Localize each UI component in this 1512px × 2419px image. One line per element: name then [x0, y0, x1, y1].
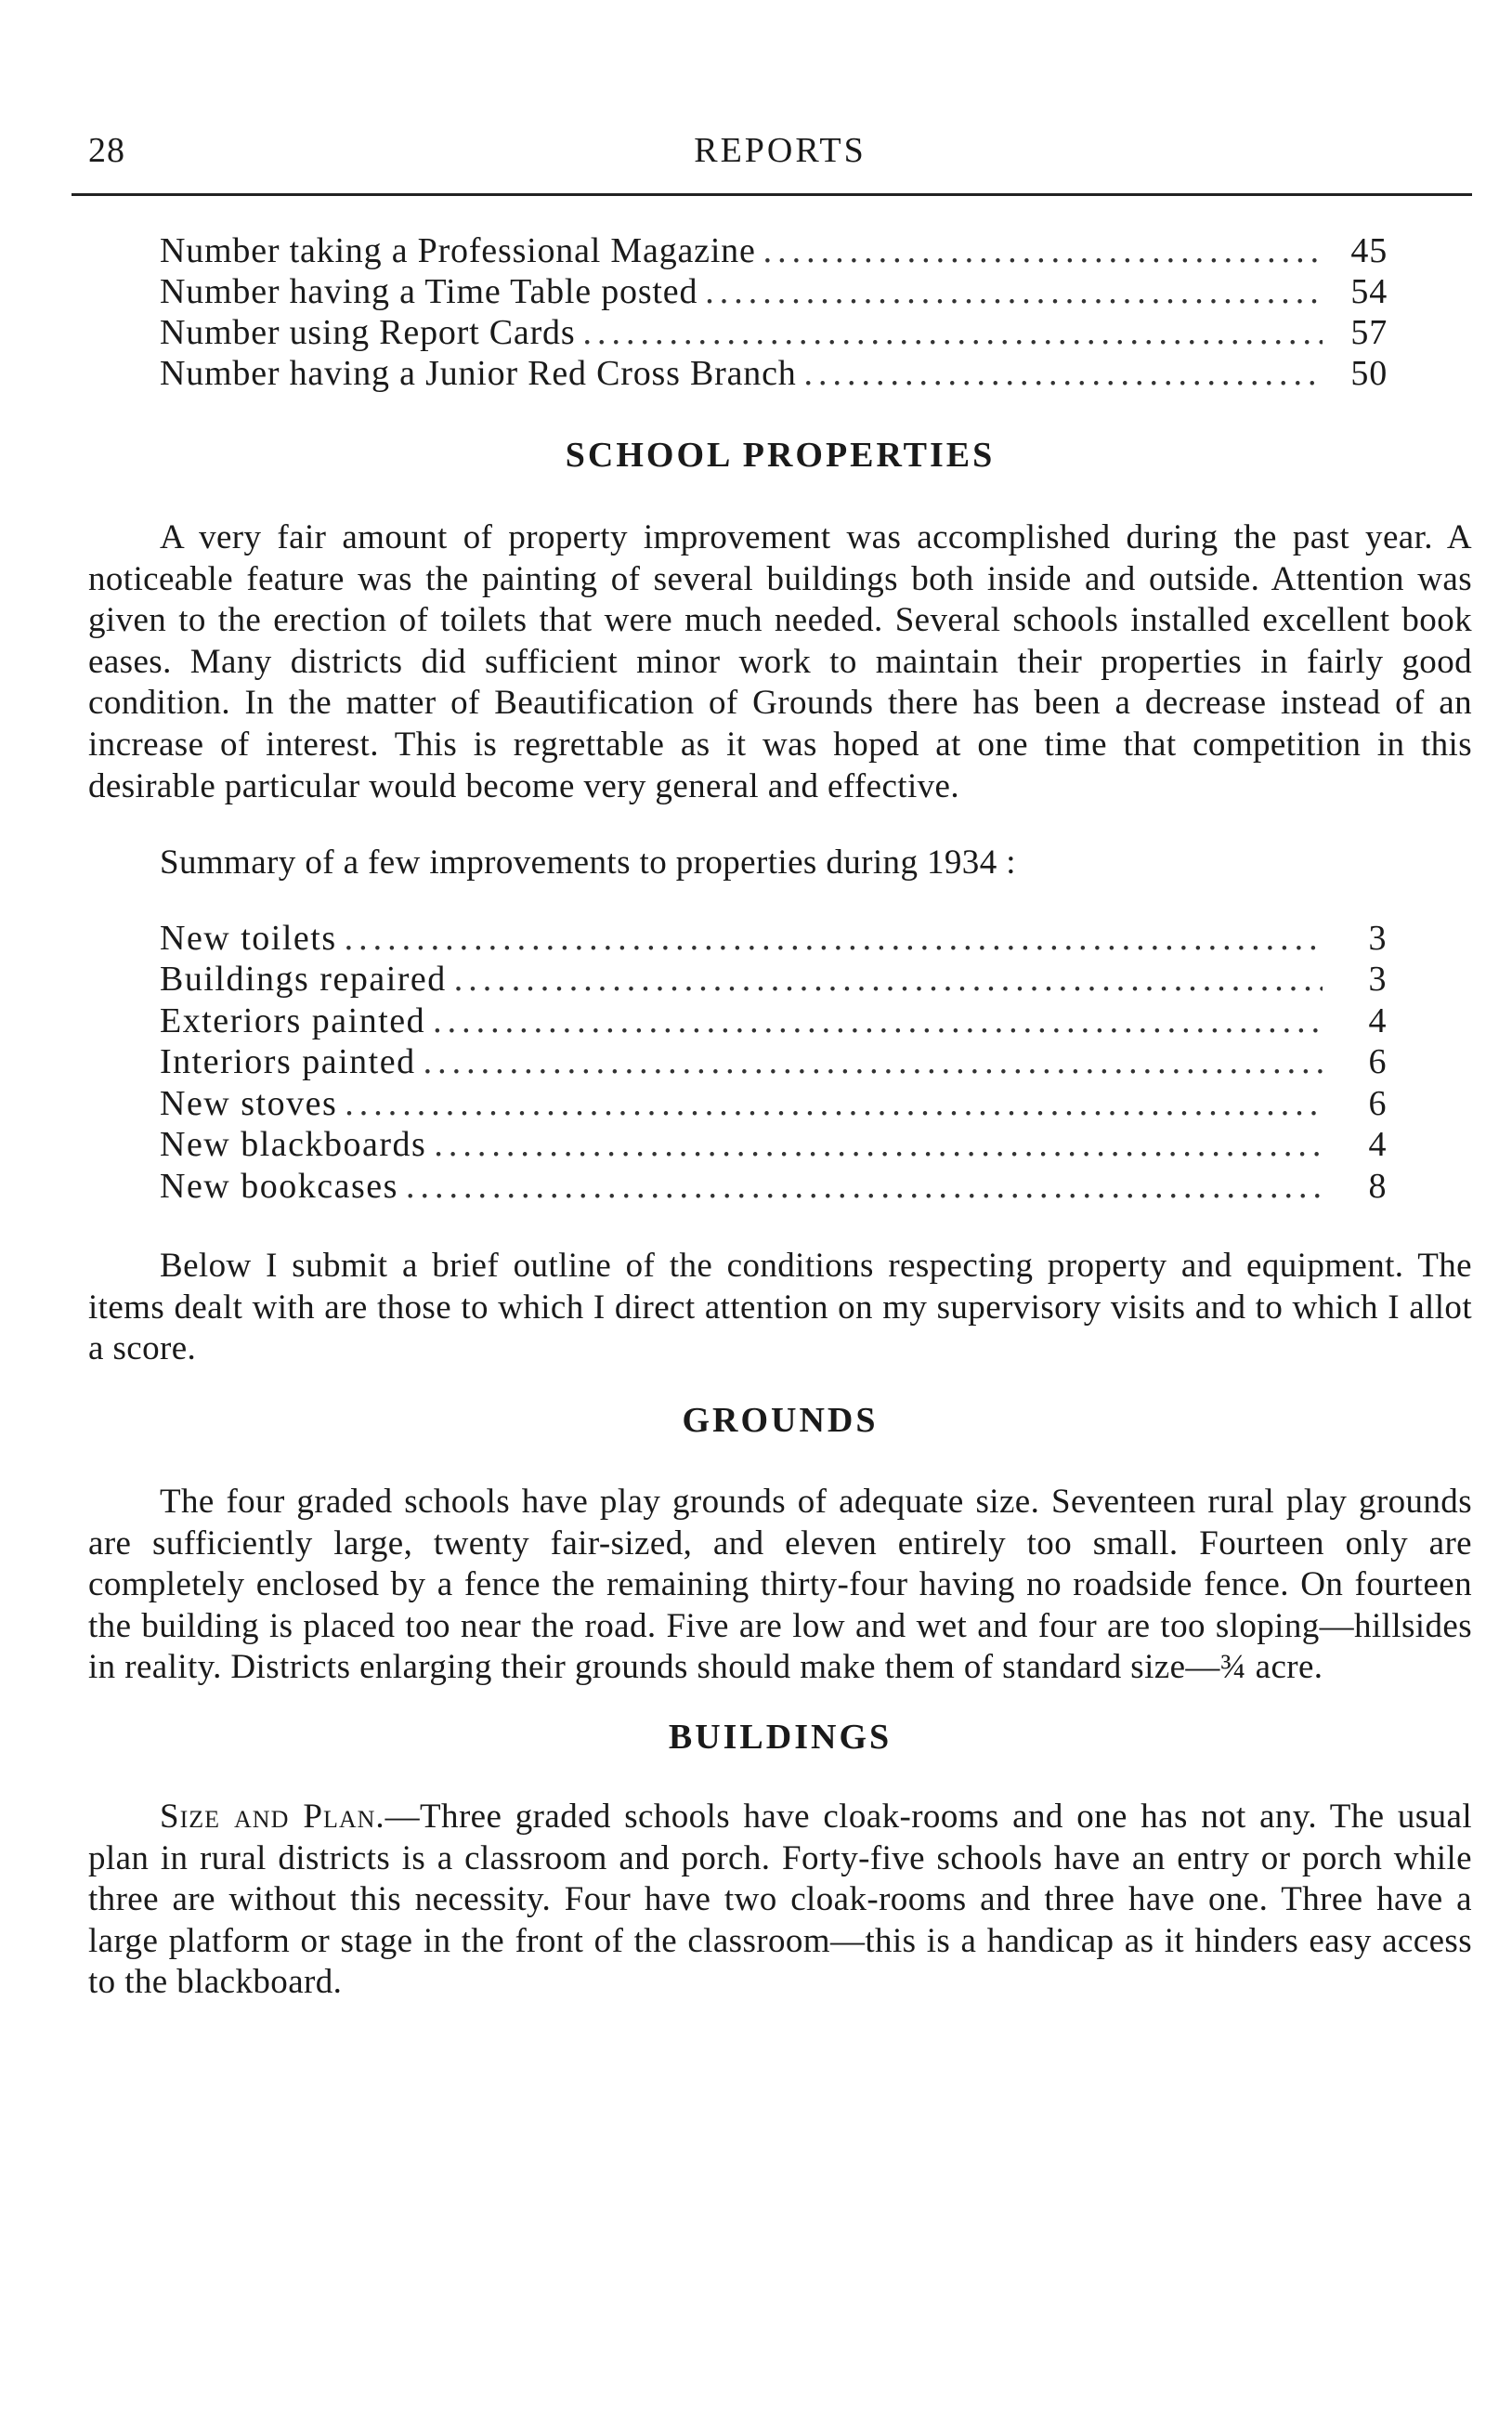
stat-label: Number having a Time Table posted: [160, 272, 698, 311]
statistics-list: [160, 230, 1388, 394]
improvements-list: [160, 918, 1388, 1208]
document-page: [88, 130, 1472, 2004]
improvement-row: [160, 1083, 1388, 1125]
size-and-plan-subheading: Size and Plan.: [160, 1798, 385, 1836]
dot-leader: [454, 959, 1323, 1000]
dot-leader: [424, 1041, 1323, 1083]
improvement-value: 3: [1368, 960, 1388, 1000]
stat-label: Number taking a Professional Magazine: [160, 231, 756, 270]
improvement-row: [160, 959, 1388, 1000]
dot-leader: [582, 312, 1323, 353]
summary-intro: Summary of a few improvements to properties during 1934 :: [160, 843, 1016, 883]
stat-row: [160, 271, 1388, 312]
improvement-value: 4: [1368, 1125, 1388, 1165]
improvement-label: New stoves: [160, 1083, 338, 1123]
improvement-label: Buildings repaired: [160, 960, 447, 1000]
improvement-label: Interiors painted: [160, 1042, 416, 1082]
buildings-body-text: —Three graded schools have cloak-rooms and one has not any. The usual plan in rural districts is a classroom and porch. Forty-five schools have an entry or porch while three are without this necessity. Four have two cloak-rooms and three have one. Three have a large platform or stage in the front of the classroom—this is a handicap as it hinders easy access to the blackboard.: [88, 1798, 1472, 2002]
improvement-label: New bookcases: [160, 1166, 398, 1206]
improvement-value: 4: [1368, 1000, 1388, 1040]
improvement-row: [160, 918, 1388, 960]
stat-label: Number having a Junior Red Cross Branch: [160, 354, 797, 393]
outline-paragraph: Below I submit a brief outline of the conditions respecting property and equipment. The items dealt with are those to which I direct attention on my supervisory visits and to which I allot a score.: [88, 1247, 1472, 1368]
header-rule: [72, 193, 1472, 196]
school-properties-heading: SCHOOL PROPERTIES: [565, 436, 996, 475]
dot-leader: [406, 1166, 1323, 1208]
grounds-paragraph: The four graded schools have play grounds of adequate size. Seventeen rural play grounds are sufficiently large, twenty fair-sized, and eleven entirely too small. Fourteen only are completely enclosed by a fence the remaining thirty-four having no roadside fence. On fourteen the building is placed too near the road. Five are low and wet and four are too sloping—hillsides in reality. Districts enlarging their grounds should make them of standard size—¾ acre.: [88, 1483, 1472, 1687]
dot-leader: [804, 353, 1323, 394]
stat-value: 54: [1350, 272, 1388, 311]
improvement-value: 6: [1368, 1083, 1388, 1123]
page-number: 28: [88, 131, 125, 170]
dot-leader: [763, 230, 1323, 271]
improvement-row: [160, 1000, 1388, 1042]
stat-value: 57: [1350, 313, 1388, 352]
stat-row: [160, 353, 1388, 394]
school-properties-paragraph: A very fair amount of property improvement was accomplished during the past year. A noticeable feature was the painting of several buildings both inside and outside. Attention was given to the erection of toilets that were much needed. Several schools installed excellent book eases. Many districts did sufficient minor work to maintain their properties in fairly good condition. In the matter of Beautification of Grounds there has been a decrease instead of an increase of interest. This is regrettable as it was hoped at one time that competition in this desirable particular would become very general and effective.: [88, 518, 1472, 805]
page-header-title: REPORTS: [694, 131, 867, 170]
improvement-value: 6: [1368, 1042, 1388, 1082]
stat-row: [160, 312, 1388, 353]
grounds-heading: GROUNDS: [682, 1401, 879, 1441]
improvement-row: [160, 1124, 1388, 1166]
improvement-row: [160, 1041, 1388, 1083]
improvement-label: New toilets: [160, 918, 337, 958]
buildings-heading: BUILDINGS: [668, 1718, 893, 1757]
buildings-paragraph: [88, 1797, 1472, 2004]
improvement-value: 8: [1368, 1166, 1388, 1206]
dot-leader: [345, 1083, 1323, 1125]
improvement-value: 3: [1368, 918, 1388, 958]
stat-label: Number using Report Cards: [160, 313, 576, 352]
stat-row: [160, 230, 1388, 271]
improvement-label: New blackboards: [160, 1125, 427, 1165]
improvement-label: Exteriors painted: [160, 1000, 426, 1040]
stat-value: 50: [1350, 354, 1388, 393]
dot-leader: [434, 1124, 1323, 1166]
dot-leader: [433, 1000, 1323, 1042]
dot-leader: [345, 918, 1323, 960]
improvement-row: [160, 1166, 1388, 1208]
dot-leader: [705, 271, 1323, 312]
stat-value: 45: [1350, 231, 1388, 270]
running-header: [88, 130, 1472, 186]
